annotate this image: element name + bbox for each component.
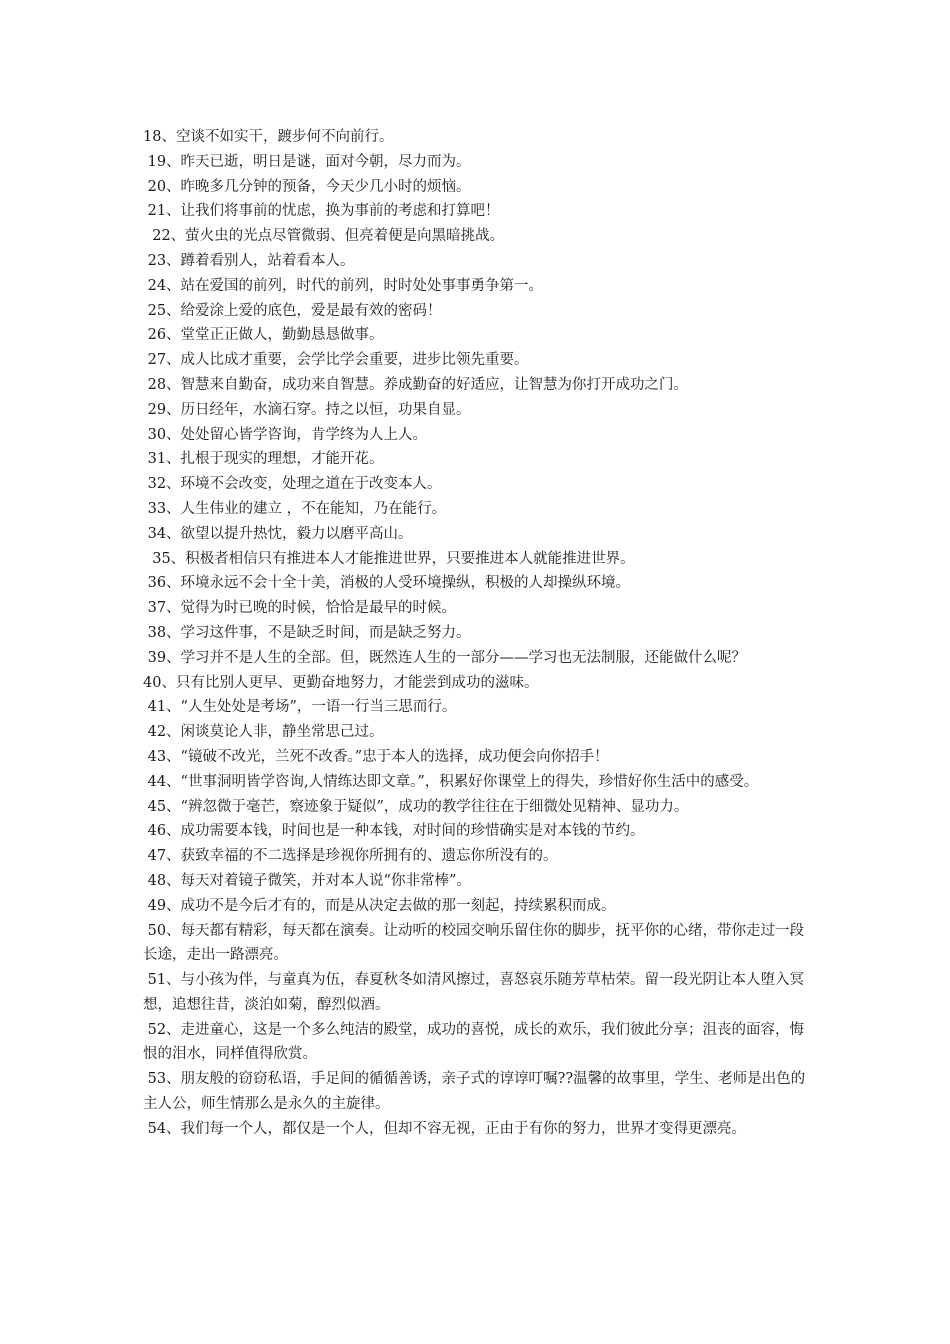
text-line-50: 50、每天都有精彩，每天都在演奏。让动听的校园交响乐留住你的脚步，抚平你的心绪，带你走过一段长途，走出一路漂亮。 — [143, 922, 805, 964]
text-line-36: 36、环境永远不会十全十美，消极的人受环境操纵，积极的人却操纵环境。 — [143, 575, 631, 592]
text-line-51: 51、与小孩为伴，与童真为伍，春夏秋冬如清风擦过，喜怒哀乐随芳草枯荣。留一段光阴让本人堕入冥想，追想往昔，淡泊如菊，醇烈似酒。 — [143, 972, 805, 1013]
text-line-52: 52、走进童心，这是一个多么纯洁的殿堂，成功的喜悦，成长的欢乐，我们彼此分享；沮丧的面容，悔恨的泪水，同样值得欣赏。 — [143, 1021, 805, 1063]
text-line-48: 48、每天对着镜子微笑，并对本人说“你非常棒”。 — [143, 872, 471, 889]
text-line-31: 31、扎根于现实的理想，才能开花。 — [143, 451, 384, 468]
text-line-35: 35、积极者相信只有推进本人才能推进世界，只要推进本人就能推进世界。 — [143, 550, 635, 567]
text-line-49: 49、成功不是今后才有的，而是从决定去做的那一刻起，持续累积而成。 — [143, 897, 616, 914]
text-line-23: 23、蹲着看别人，站着看本人。 — [143, 252, 355, 269]
text-line-19: 19、昨天已逝，明日是谜，面对今朝，尽力而为。 — [143, 153, 471, 170]
text-line-24: 24、站在爱国的前列，时代的前列，时时处处事事勇争第一。 — [143, 277, 544, 294]
text-line-38: 38、学习这件事，不是缺乏时间，而是缺乏努力。 — [143, 624, 471, 641]
text-line-18: 18、空谈不如实干，踱步何不向前行。 — [143, 129, 394, 145]
text-line-30: 30、处处留心皆学咨询，肯学终为人上人。 — [143, 426, 428, 443]
text-line-39: 39、学习并不是人生的全部。但，既然连人生的一部分——学习也无法制服，还能做什么呢？ — [143, 649, 747, 666]
text-line-21: 21、让我们将事前的忧虑，换为事前的考虑和打算吧！ — [143, 203, 500, 220]
text-line-28: 28、智慧来自勤奋，成功来自智慧。养成勤奋的好适应，让智慧为你打开成功之门。 — [143, 376, 689, 393]
text-line-41: 41、“人生处处是考场”，一语一行当三思而行。 — [143, 699, 457, 716]
text-line-22: 22、萤火虫的光点尽管微弱、但亮着便是向黑暗挑战。 — [143, 228, 505, 245]
text-line-46: 46、成功需要本钱，时间也是一种本钱，对时间的珍惜确实是对本钱的节约。 — [143, 823, 645, 840]
document-body — [143, 125, 811, 1142]
text-line-54: 54、我们每一个人，都仅是一个人，但却不容无视，正由于有你的努力，世界才变得更漂亮。 — [143, 1120, 747, 1137]
text-line-27: 27、成人比成才重要，会学比学会重要，进步比领先重要。 — [143, 352, 529, 369]
text-line-26: 26、堂堂正正做人，勤勤恳恳做事。 — [143, 327, 384, 344]
text-line-20: 20、昨晚多几分钟的预备，今天少几小时的烦恼。 — [143, 178, 471, 195]
text-line-29: 29、历日经年，水滴石穿。持之以恒，功果自显。 — [143, 401, 471, 418]
text-line-37: 37、觉得为时已晚的时候，恰恰是最早的时候。 — [143, 600, 457, 617]
text-line-33: 33、人生伟业的建立 ，不在能知，乃在能行。 — [143, 500, 447, 517]
text-line-25: 25、给爱涂上爱的底色，爱是最有效的密码！ — [143, 302, 442, 319]
text-line-40: 40、只有比别人更早、更勤奋地努力，才能尝到成功的滋味。 — [143, 674, 539, 691]
text-line-32: 32、环境不会改变，处理之道在于改变本人。 — [143, 476, 442, 493]
text-line-45: 45、“辨忽微于毫芒，察迹象于疑似”，成功的教学往往在于细微处见精神、显功力。 — [143, 798, 689, 815]
text-line-47: 47、获致幸福的不二选择是珍视你所拥有的、遗忘你所没有的。 — [143, 848, 558, 865]
text-line-34: 34、欲望以提升热忱，毅力以磨平高山。 — [143, 525, 413, 542]
text-line-53: 53、朋友般的窃窃私语，手足间的循循善诱，亲子式的谆谆叮嘱??温馨的故事里，学生、老师是出色的主人公，师生情那么是永久的主旋律。 — [143, 1071, 806, 1113]
text-line-42: 42、闲谈莫论人非，静坐常思己过。 — [143, 724, 384, 741]
text-line-43: 43、“镜破不改光，兰死不改香。”忠于本人的选择，成功便会向你招手！ — [143, 748, 609, 765]
text-line-44: 44、“世事洞明皆学咨询,人情练达即文章。”，积累好你课堂上的得失，珍惜好你生活中的感受。 — [143, 773, 759, 790]
